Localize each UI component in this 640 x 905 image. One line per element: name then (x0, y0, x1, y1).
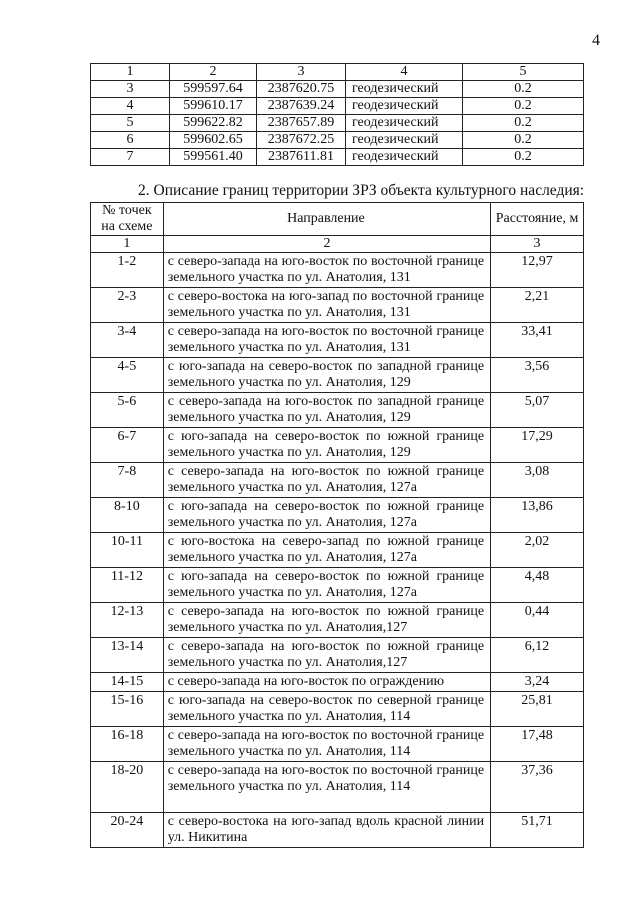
direction-cell: с юго-запада на северо-восток по южной границе земельного участка по ул. Анатолия, 127а (163, 498, 490, 533)
segment-cell: 6-7 (91, 428, 164, 463)
segment-cell: 4-5 (91, 358, 164, 393)
table-row (91, 727, 584, 762)
table-row (91, 692, 584, 727)
table-row (91, 568, 584, 603)
table-row (91, 393, 584, 428)
accuracy-cell: 0.2 (463, 81, 584, 98)
direction-header: Направление (163, 203, 490, 236)
table-row (91, 115, 584, 132)
direction-cell: с юго-запада на северо-восток по западной границе земельного участка по ул. Анатолия, 129 (163, 358, 490, 393)
distance-cell: 3,08 (491, 463, 584, 498)
distance-cell: 33,41 (491, 323, 584, 358)
method-cell: геодезический (346, 149, 463, 166)
segment-cell: 2-3 (91, 288, 164, 323)
segment-cell: 15-16 (91, 692, 164, 727)
direction-cell: с северо-запада на юго-восток по восточной границе земельного участка по ул. Анатолия, 131 (163, 323, 490, 358)
table-row (91, 603, 584, 638)
point-number-cell: 4 (91, 98, 170, 115)
table-row (91, 98, 584, 115)
x-coordinate-cell: 599602.65 (170, 132, 257, 149)
distance-cell: 3,56 (491, 358, 584, 393)
y-coordinate-cell: 2387620.75 (257, 81, 346, 98)
x-coordinate-cell: 599622.82 (170, 115, 257, 132)
point-number-cell: 7 (91, 149, 170, 166)
segment-cell: 7-8 (91, 463, 164, 498)
table-row (91, 498, 584, 533)
distance-cell: 37,36 (491, 762, 584, 813)
coordinates-header-cell: 4 (346, 64, 463, 81)
method-cell: геодезический (346, 132, 463, 149)
direction-cell: с северо-запада на юго-восток по восточной границе земельного участка по ул. Анатолия, 114 (163, 727, 490, 762)
direction-cell: с юго-запада на северо-восток по северной границе земельного участка по ул. Анатолия, 114 (163, 692, 490, 727)
direction-cell: с северо-запада на юго-восток по восточной границе земельного участка по ул. Анатолия, 131 (163, 253, 490, 288)
segment-cell: 11-12 (91, 568, 164, 603)
direction-cell: с юго-востока на северо-запад по южной границе земельного участка по ул. Анатолия, 127а (163, 533, 490, 568)
segment-cell: 1-2 (91, 253, 164, 288)
table-row (91, 358, 584, 393)
distance-cell: 6,12 (491, 638, 584, 673)
coordinates-table (90, 63, 584, 166)
point-number-cell: 6 (91, 132, 170, 149)
distance-cell: 4,48 (491, 568, 584, 603)
distance-cell: 5,07 (491, 393, 584, 428)
direction-cell: с северо-запада на юго-восток по западной границе земельного участка по ул. Анатолия, 129 (163, 393, 490, 428)
point-number-cell: 3 (91, 81, 170, 98)
coordinates-header-cell: 2 (170, 64, 257, 81)
table-row (91, 762, 584, 813)
column-index-row (91, 236, 584, 253)
distance-cell: 2,02 (491, 533, 584, 568)
segment-cell: 18-20 (91, 762, 164, 813)
segment-cell: 12-13 (91, 603, 164, 638)
segment-cell: 8-10 (91, 498, 164, 533)
segment-cell: 14-15 (91, 673, 164, 692)
distance-cell: 3,24 (491, 673, 584, 692)
table-row (91, 323, 584, 358)
distance-header: Расстояние, м (491, 203, 584, 236)
segment-cell: 5-6 (91, 393, 164, 428)
table-row (91, 533, 584, 568)
x-coordinate-cell: 599610.17 (170, 98, 257, 115)
distance-cell: 12,97 (491, 253, 584, 288)
table-row (91, 149, 584, 166)
table-row (91, 253, 584, 288)
direction-cell: с юго-запада на северо-восток по южной границе земельного участка по ул. Анатолия, 129 (163, 428, 490, 463)
column-index-cell: 2 (163, 236, 490, 253)
y-coordinate-cell: 2387657.89 (257, 115, 346, 132)
direction-cell: с северо-запада на юго-восток по южной границе земельного участка по ул. Анатолия,127 (163, 603, 490, 638)
distance-cell: 17,48 (491, 727, 584, 762)
segment-cell: 20-24 (91, 813, 164, 848)
coordinates-header-row (91, 64, 584, 81)
direction-cell: с юго-запада на северо-восток по южной границе земельного участка по ул. Анатолия, 127а (163, 568, 490, 603)
y-coordinate-cell: 2387672.25 (257, 132, 346, 149)
segment-cell: 13-14 (91, 638, 164, 673)
distance-cell: 2,21 (491, 288, 584, 323)
table-row (91, 673, 584, 692)
direction-cell: с северо-запада на юго-восток по восточной границе земельного участка по ул. Анатолия, 114 (163, 762, 490, 813)
coordinates-header-cell: 5 (463, 64, 584, 81)
coordinates-header-cell: 3 (257, 64, 346, 81)
distance-cell: 25,81 (491, 692, 584, 727)
distance-cell: 17,29 (491, 428, 584, 463)
method-cell: геодезический (346, 81, 463, 98)
y-coordinate-cell: 2387611.81 (257, 149, 346, 166)
direction-cell: с северо-запада на юго-восток по ограждению (163, 673, 490, 692)
point-number-cell: 5 (91, 115, 170, 132)
method-cell: геодезический (346, 98, 463, 115)
y-coordinate-cell: 2387639.24 (257, 98, 346, 115)
x-coordinate-cell: 599597.64 (170, 81, 257, 98)
coordinates-header-cell: 1 (91, 64, 170, 81)
segment-cell: 16-18 (91, 727, 164, 762)
table-row (91, 288, 584, 323)
direction-cell: с северо-запада на юго-восток по южной границе земельного участка по ул. Анатолия,127 (163, 638, 490, 673)
direction-cell: с северо-востока на юго-запад вдоль красной линии ул. Никитина (163, 813, 490, 848)
table-row (91, 638, 584, 673)
table-row (91, 813, 584, 848)
column-index-cell: 1 (91, 236, 164, 253)
table-row (91, 428, 584, 463)
segment-cell: 3-4 (91, 323, 164, 358)
accuracy-cell: 0.2 (463, 132, 584, 149)
page-number: 4 (592, 32, 600, 49)
table-row (91, 81, 584, 98)
method-cell: геодезический (346, 115, 463, 132)
accuracy-cell: 0.2 (463, 98, 584, 115)
segment-cell: 10-11 (91, 533, 164, 568)
column-index-cell: 3 (491, 236, 584, 253)
distance-cell: 51,71 (491, 813, 584, 848)
table-row (91, 132, 584, 149)
accuracy-cell: 0.2 (463, 115, 584, 132)
section-title: 2. Описание границ территории ЗРЗ объекта культурного наследия: (138, 182, 585, 199)
direction-cell: с северо-запада на юго-восток по южной границе земельного участка по ул. Анатолия, 127а (163, 463, 490, 498)
direction-cell: с северо-востока на юго-запад по восточной границе земельного участка по ул. Анатолия, 131 (163, 288, 490, 323)
boundaries-table (90, 202, 584, 848)
distance-cell: 0,44 (491, 603, 584, 638)
distance-cell: 13,86 (491, 498, 584, 533)
accuracy-cell: 0.2 (463, 149, 584, 166)
table-row (91, 463, 584, 498)
point-numbers-header: № точек на схеме (91, 203, 164, 236)
boundaries-header-row (91, 203, 584, 236)
x-coordinate-cell: 599561.40 (170, 149, 257, 166)
